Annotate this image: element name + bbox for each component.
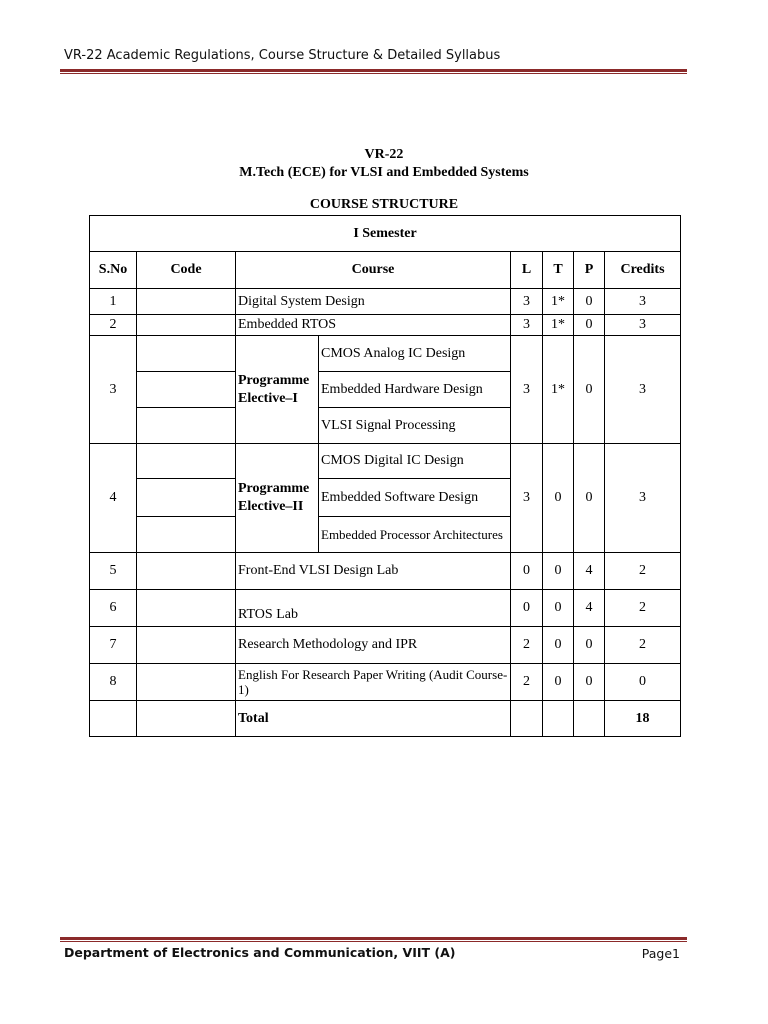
cell-credits: 2 [605,627,681,664]
table-row [90,553,681,590]
cell-sno: 2 [90,315,137,336]
course-structure-heading: COURSE STRUCTURE [309,197,459,212]
cell-p: 0 [574,315,605,336]
header-p: P [574,252,605,289]
cell-course: Research Methodology and IPR [236,627,511,664]
footer-rule [60,937,687,940]
elective-group-label: Programme Elective–II [236,444,319,553]
cell-course: RTOS Lab [236,590,511,627]
cell-l: 3 [511,289,543,315]
cell-t: 0 [543,627,574,664]
cell-code [137,553,236,590]
cell-code [137,408,236,444]
cell-sno: 1 [90,289,137,315]
page-number: Page1 [641,946,680,961]
table-row [90,627,681,664]
cell-code [137,444,236,479]
cell-sno: 8 [90,664,137,701]
cell-l: 0 [511,590,543,627]
cell-credits: 2 [605,590,681,627]
table-row [90,590,681,627]
cell-t: 0 [543,444,574,553]
cell-credits: 3 [605,289,681,315]
course-structure-table [89,215,681,737]
header-l: L [511,252,543,289]
cell-code [137,336,236,372]
cell-course: Embedded RTOS [236,315,511,336]
cell-p: 4 [574,590,605,627]
total-credits: 18 [605,701,681,737]
cell-p [574,701,605,737]
cell-t: 0 [543,553,574,590]
elective-option: Embedded Software Design [319,479,511,517]
header-sno: S.No [90,252,137,289]
cell-p: 0 [574,664,605,701]
cell-t [543,701,574,737]
cell-t: 0 [543,664,574,701]
cell-course: Front-End VLSI Design Lab [236,553,511,590]
cell-p: 4 [574,553,605,590]
elective-option: VLSI Signal Processing [319,408,511,444]
cell-sno: 4 [90,444,137,553]
cell-l: 3 [511,336,543,444]
table-row [90,289,681,315]
elective-option: CMOS Digital IC Design [319,444,511,479]
footer-rule-thin [60,941,687,942]
cell-t: 0 [543,590,574,627]
total-label: Total [236,701,511,737]
elective-option: Embedded Hardware Design [319,372,511,408]
cell-code [137,627,236,664]
cell-code [137,372,236,408]
cell-t: 1* [543,336,574,444]
cell-p: 0 [574,627,605,664]
cell-code [137,479,236,517]
footer-department: Department of Electronics and Communication, VIIT (A) [64,945,456,960]
header-code: Code [137,252,236,289]
cell-code [137,664,236,701]
header-rule-thin [60,73,687,74]
cell-l [511,701,543,737]
cell-p: 0 [574,289,605,315]
cell-p: 0 [574,444,605,553]
cell-p: 0 [574,336,605,444]
cell-code [137,590,236,627]
cell-code [137,517,236,553]
cell-sno: 3 [90,336,137,444]
table-row [90,664,681,701]
cell-sno: 7 [90,627,137,664]
cell-sno: 5 [90,553,137,590]
cell-code [137,701,236,737]
elective-group-label: Programme Elective–I [236,336,319,444]
running-header: VR-22 Academic Regulations, Course Structure & Detailed Syllabus [64,48,501,63]
table-row [90,315,681,336]
table-row [90,336,681,372]
regulation-title: VR-22 [364,147,404,162]
header-course: Course [236,252,511,289]
cell-credits: 3 [605,336,681,444]
cell-l: 0 [511,553,543,590]
header-rule [60,69,687,72]
cell-l: 2 [511,627,543,664]
table-row [90,444,681,479]
cell-code [137,289,236,315]
cell-l: 3 [511,315,543,336]
cell-l: 2 [511,664,543,701]
cell-course: English For Research Paper Writing (Audit Course-1) [236,664,511,701]
programme-title: M.Tech (ECE) for VLSI and Embedded Systems [239,165,529,180]
cell-credits: 3 [605,315,681,336]
cell-t: 1* [543,289,574,315]
elective-option: CMOS Analog IC Design [319,336,511,372]
elective-option: Embedded Processor Architectures [319,517,511,553]
semester-heading: I Semester [90,216,681,252]
cell-sno: 6 [90,590,137,627]
cell-credits: 3 [605,444,681,553]
cell-code [137,315,236,336]
header-credits: Credits [605,252,681,289]
cell-l: 3 [511,444,543,553]
cell-course: Digital System Design [236,289,511,315]
cell-sno [90,701,137,737]
header-t: T [543,252,574,289]
total-row [90,701,681,737]
cell-credits: 2 [605,553,681,590]
cell-t: 1* [543,315,574,336]
cell-credits: 0 [605,664,681,701]
